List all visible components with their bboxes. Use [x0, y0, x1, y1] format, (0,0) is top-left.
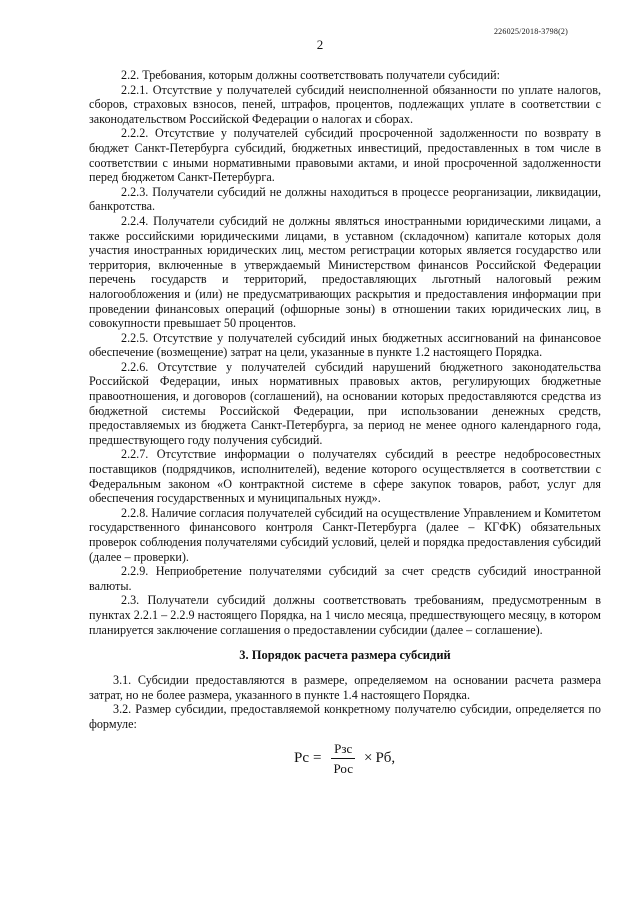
paragraph-2-2: 2.2. Требования, которым должны соответствовать получатели субсидий:	[121, 68, 500, 82]
formula-equals: =	[313, 749, 322, 766]
paragraph-2-2-1: 2.2.1. Отсутствие у получателей субсидий неисполненной обязанности по уплате налогов, сборов, страховых взносов, пеней, штрафов, процентов, подлежащих уплате в соответствии с законодательством Российской Федерации о налогах и сборах.	[89, 82, 601, 126]
paragraph-2-2-4: 2.2.4. Получатели субсидий не должны являться иностранными юридическими лицами, а также российскими юридическими лицами, в уставном (складочном) капитале которых доля участия иностранных юридических лиц, местом регистрации которых является государство или территория, включенные в утверждаемый Министерством финансов Российской Федерации перечень государств и территорий, предоставляющих льготный налоговый режим налогообложения и (или) не предусматривающих раскрытия и предоставления информации при проведении финансовых операций (офшорные зоны) в отношении таких юридических лиц, в совокупности превышает 50 процентов.	[89, 213, 601, 331]
paragraph-2-2-2: 2.2.2. Отсутствие у получателей субсидий просроченной задолженности по возврату в бюджет Санкт-Петербурга субсидий, бюджетных инвестиций, предоставленных в том числе в соответствии с иными нормативными правовыми актами, и иной просроченной задолженности перед бюджетом Санкт-Петербурга.	[89, 126, 601, 185]
paragraph-2-2-8: 2.2.8. Наличие согласия получателей субсидий на осуществление Управлением и Комитетом государственного финансового контроля Санкт-Петербурга (далее – КГФК) обязательных проверок соблюдения получателями субсидий условий, целей и порядка предоставления субсидий (далее – проверки).	[89, 505, 601, 564]
subsidy-formula	[294, 740, 601, 777]
paragraph-2-2-9: 2.2.9. Неприобретение получателями субсидий за счет средств субсидий иностранной валюты.	[89, 564, 601, 593]
formula-times: ×	[363, 749, 373, 766]
document-registration-code: 226025/2018-3798(2)	[493, 27, 568, 36]
formula-fraction	[330, 740, 356, 777]
formula-lhs: Рс	[294, 749, 309, 766]
paragraph-3-1: 3.1. Субсидии предоставляются в размере, определяемом на основании расчета размера затрат, но не более размера, указанного в пункте 1.4 настоящего Порядка.	[89, 673, 601, 702]
paragraph-2-2-5: 2.2.5. Отсутствие у получателей субсидий иных бюджетных ассигнований на финансовое обеспечение (возмещение) затрат на цели, указанные в пункте 1.2 настоящего Порядка.	[89, 330, 601, 360]
formula-rhs: Рб,	[375, 749, 396, 766]
paragraph-2-2-6: 2.2.6. Отсутствие у получателей субсидий нарушений бюджетного законодательства Российской Федерации, иных нормативных правовых актов, регулирующих бюджетные правоотношения, и договоров (соглашений), на основании которых предоставляются средства из бюджетной системы Российской Федерации, при использовании денежных средств, предоставляемых из бюджета Санкт-Петербурга, за период не менее одного календарного года, предшествующего году получения субсидий.	[89, 359, 601, 447]
page-number: 2	[316, 37, 324, 52]
paragraph-2-2-7: 2.2.7. Отсутствие информации о получателях субсидий в реестре недобросовестных поставщиков (подрядчиков, исполнителей), ведение которого осуществляется в соответствии с Федеральным законом «О контрактной системе в сфере закупок товаров, работ, услуг для обеспечения государственных и муниципальных нужд».	[89, 447, 601, 506]
paragraph-2-3: 2.3. Получатели субсидий должны соответствовать требованиям, предусмотренным в пунктах 2.2.1 – 2.2.9 настоящего Порядка, на 1 число месяца, предшествующего месяцу, в котором планируется заключение соглашения о предоставлении субсидии (далее – соглашение).	[89, 593, 601, 637]
paragraph-2-2-3: 2.2.3. Получатели субсидий не должны находиться в процессе реорганизации, ликвидации, банкротства.	[89, 184, 601, 214]
formula-denominator: Рос	[333, 760, 353, 776]
section-3-heading: 3. Порядок расчета размера субсидий	[239, 648, 451, 663]
formula-numerator: Рзс	[331, 740, 355, 759]
document-body	[89, 68, 601, 777]
paragraph-3-2: 3.2. Размер субсидии, предоставляемой конкретному получателю субсидии, определяется по формуле:	[89, 702, 601, 731]
